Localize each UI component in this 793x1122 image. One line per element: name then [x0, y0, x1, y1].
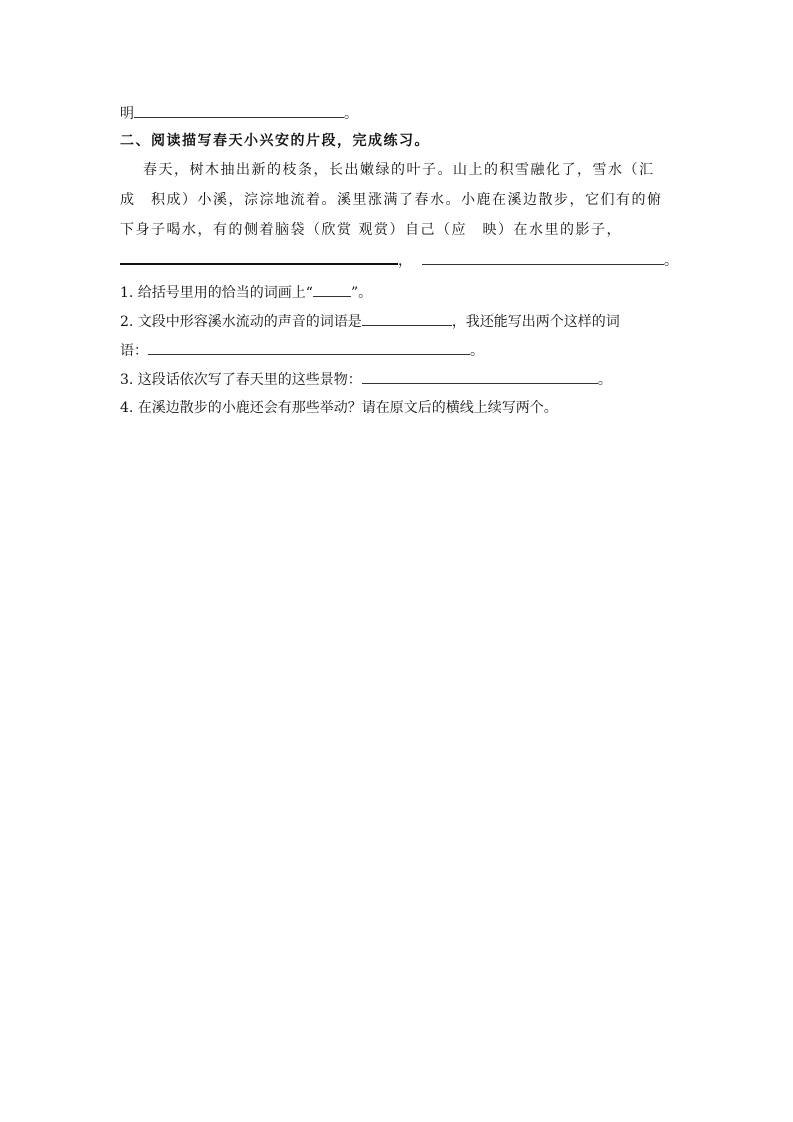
question-1 — [120, 282, 372, 303]
question-2b-suffix: 。 — [470, 343, 484, 359]
question-3-blank[interactable] — [362, 369, 598, 384]
intro-answer-blank[interactable] — [134, 103, 344, 118]
question-1-suffix: ”。 — [350, 285, 373, 301]
question-2-continued — [120, 340, 484, 361]
passage-line-2: 成 积成）小溪，淙淙地流着。溪里涨满了春水。小鹿在溪边散步，它们有的俯 — [120, 192, 663, 208]
question-2 — [120, 311, 620, 332]
passage-continuation-blanks — [120, 249, 678, 271]
question-2-suffix: ，我还能写出两个这样的词 — [451, 314, 620, 330]
question-2-prefix: 2. 文段中形容溪水流动的声音的词语是 — [120, 314, 362, 330]
continuation-separator: ， — [398, 253, 412, 269]
question-3 — [120, 369, 612, 390]
continuation-blank-1[interactable] — [120, 249, 398, 265]
continuation-blank-2[interactable] — [422, 250, 664, 265]
question-1-prefix: 1. 给括号里用的恰当的词画上“ — [120, 285, 313, 301]
intro-prefix: 明 — [120, 106, 134, 122]
intro-answer-line — [120, 103, 358, 124]
section-2-title: 二、阅读描写春天小兴安的片段，完成练习。 — [120, 133, 430, 149]
intro-suffix: 。 — [344, 106, 358, 122]
question-4: 4. 在溪边散步的小鹿还会有那些举动？请在原文后的横线上续写两个。 — [120, 400, 558, 416]
question-3-prefix: 3. 这段话依次写了春天里的这些景物： — [120, 372, 362, 388]
question-3-suffix: 。 — [597, 372, 612, 388]
question-2b-prefix: 语： — [120, 343, 148, 359]
continuation-end: 。 — [664, 253, 678, 269]
question-2b-blank[interactable] — [148, 340, 470, 355]
passage-line-1: 春天，树木抽出新的枝条，长出嫩绿的叶子。山上的积雪融化了，雪水（汇 — [143, 162, 655, 178]
question-2-blank[interactable] — [362, 311, 452, 326]
passage-line-3: 下身子喝水，有的侧着脑袋（欣赏 观赏）自己（应 映）在水里的影子， — [120, 222, 622, 238]
question-1-blank[interactable] — [313, 282, 351, 297]
